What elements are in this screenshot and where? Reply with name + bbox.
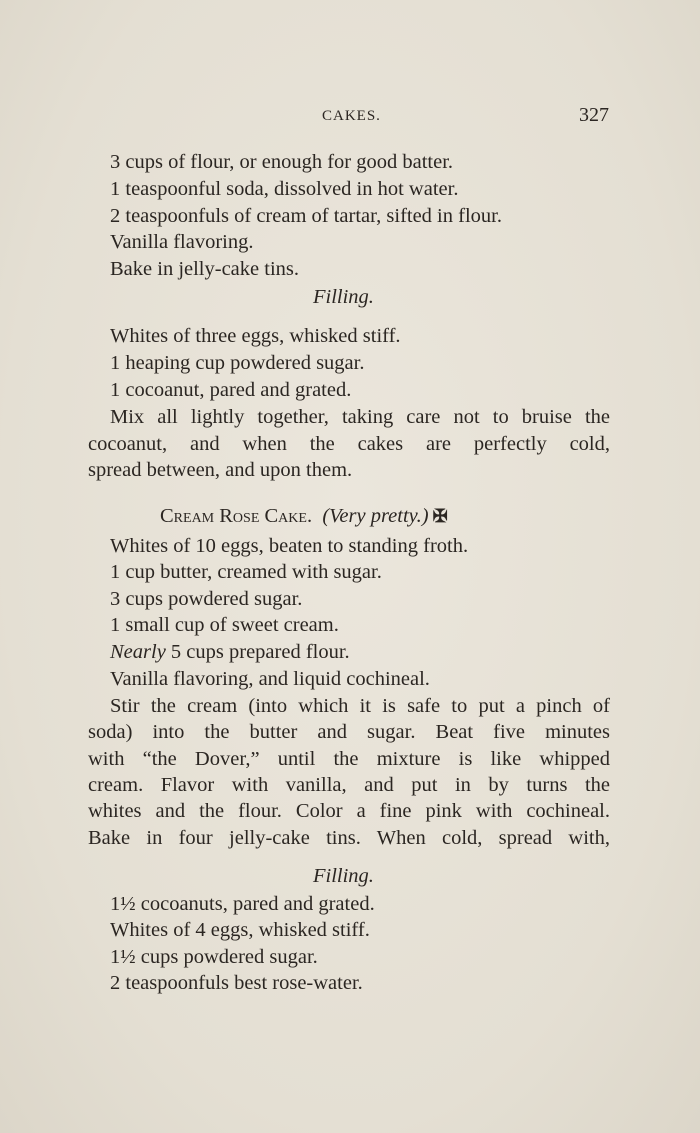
paragraph-line: Bake in four jelly-cake tins. When cold, spread with,: [88, 827, 610, 849]
page-number: 327: [579, 104, 609, 126]
ingredient-line: Whites of 10 eggs, beaten to standing froth.: [110, 535, 469, 557]
paragraph-line: with “the Dover,” until the mixture is like whipped: [88, 748, 610, 770]
ingredient-line: [110, 639, 350, 665]
instruction-line: Bake in jelly-cake tins.: [110, 258, 299, 280]
ingredient-line: Whites of three eggs, whisked stiff.: [110, 325, 401, 347]
filling-heading: Filling.: [313, 286, 374, 308]
ingredient-line: 3 cups powdered sugar.: [110, 588, 303, 610]
recipe-title-line: [160, 503, 448, 529]
ingredient-line: 1 cocoanut, pared and grated.: [110, 379, 352, 401]
ingredient-line: 1 heaping cup powdered sugar.: [110, 352, 365, 374]
ingredient-line: 1 small cup of sweet cream.: [110, 614, 339, 636]
filling-heading: Filling.: [313, 865, 374, 887]
ingredient-line: 1 teaspoonful soda, dissolved in hot water.: [110, 178, 459, 200]
ingredient-line: Whites of 4 eggs, whisked stiff.: [110, 919, 370, 941]
recipe-note: (Very pretty.): [322, 505, 429, 527]
paragraph-line: Mix all lightly together, taking care not to bruise the: [110, 406, 610, 428]
paragraph-line: cream. Flavor with vanilla, and put in by turns the: [88, 774, 610, 796]
paragraph-line: whites and the flour. Color a fine pink with cochineal.: [88, 800, 610, 822]
paragraph-line: Stir the cream (into which it is safe to put a pinch of: [110, 695, 610, 717]
paragraph-line: spread between, and upon them.: [88, 459, 353, 481]
paragraph-line: soda) into the butter and sugar. Beat five minutes: [88, 721, 610, 743]
paragraph-line: cocoanut, and when the cakes are perfectly cold,: [88, 433, 610, 455]
running-title: CAKES.: [322, 108, 381, 124]
ingredient-line: 3 cups of flour, or enough for good batter.: [110, 151, 454, 173]
ingredient-line: 1½ cups powdered sugar.: [110, 946, 318, 968]
recipe-title: Cream Rose Cake.: [160, 505, 313, 527]
ingredient-line: 1 cup butter, creamed with sugar.: [110, 561, 382, 583]
ingredient-line: 2 teaspoonfuls of cream of tartar, sifted in flour.: [110, 205, 502, 227]
nearly-word: Nearly: [110, 641, 166, 663]
ingredient-line: Vanilla flavoring, and liquid cochineal.: [110, 668, 430, 690]
ingredient-line: 1½ cocoanuts, pared and grated.: [110, 893, 375, 915]
flour-text: 5 cups prepared flour.: [165, 641, 350, 663]
ingredient-line: 2 teaspoonfuls best rose-water.: [110, 972, 363, 994]
cross-mark-icon: ✠: [432, 506, 448, 526]
ingredient-line: Vanilla flavoring.: [110, 231, 254, 253]
